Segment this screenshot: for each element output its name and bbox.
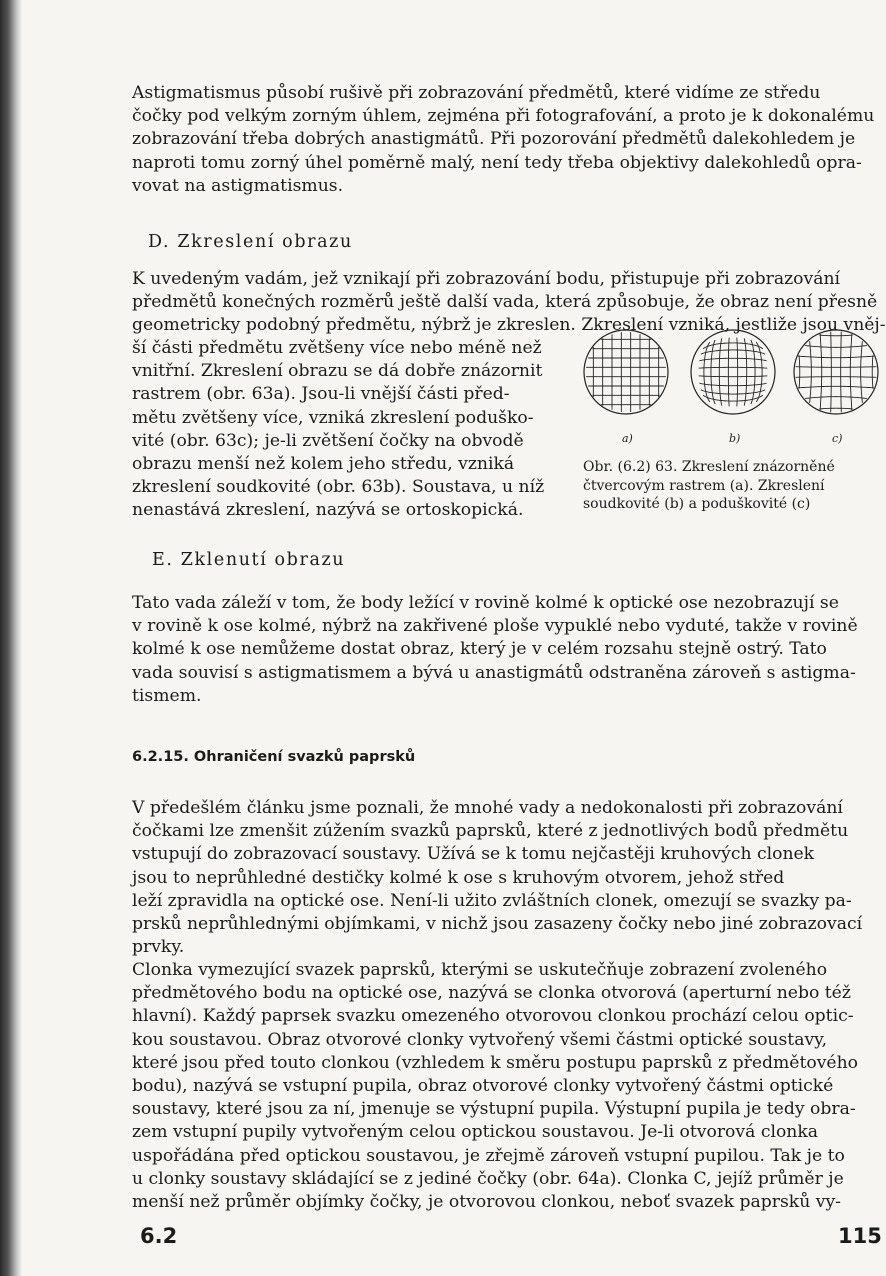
text-line: rastrem (obr. 63a). Jsou-li vnější části před- xyxy=(132,384,510,405)
grid-line xyxy=(799,355,800,388)
text-line: čtvercovým rastrem (a). Zkreslení xyxy=(583,477,825,494)
text-line: obrazu menší než kolem jeho středu, vzniká xyxy=(132,453,515,474)
grid-line xyxy=(819,335,852,336)
text-line: Tato vada záleží v tom, že body ležící v rovině kolmé k optické ose nezobrazují se xyxy=(132,593,839,613)
grid-line xyxy=(850,334,852,410)
grid-line xyxy=(805,397,867,399)
text-line: předmětového bodu na optické ose, nazývá se clonka otvorová (aperturní nebo též xyxy=(132,983,851,1004)
figure-63-distortion-grids xyxy=(580,316,877,456)
text-line: geometricky podobný předmětu, nýbrž je zkreslen. Zkreslení vzniká, jestliže jsou vněj- xyxy=(132,315,886,336)
figure-grid-barrel xyxy=(687,326,779,418)
grid-line xyxy=(728,338,729,407)
text-line: vstupují do zobrazovací soustavy. Užívá se k tomu nejčastěji kruhových clonek xyxy=(132,844,815,865)
grid-line xyxy=(861,341,863,403)
text-line: menší než průměr objímky čočky, je otvorovou clonkou, neboť svazek paprsků vy- xyxy=(132,1191,841,1212)
grid-line xyxy=(701,350,765,354)
figure-label-c: c) xyxy=(832,432,843,445)
grid-line xyxy=(810,341,812,403)
text-line: kolmé k ose nemůžeme dostat obraz, který je v celém rozsahu stejně ostrý. Tato xyxy=(132,639,827,660)
grid-line xyxy=(798,386,874,388)
text-line: vnitřní. Zkreslení obrazu se dá dobře znázornit xyxy=(132,361,543,382)
text-line: čočkami lze zmenšit zúžením svazků paprsků, které z jednotlivých bodů předmětu xyxy=(132,821,849,842)
paragraph-field-curvature xyxy=(132,592,877,708)
grid-line xyxy=(751,340,755,404)
text-line: K uvedeným vadám, jež vznikají při zobrazování bodu, přistupuje při zobrazování xyxy=(132,269,841,289)
text-line: které jsou před touto clonkou (vzhledem k směru postupu paprsků z předmětového xyxy=(132,1052,859,1073)
grid-line xyxy=(699,376,768,377)
text-line: hlavní). Každý paprsek svazku omezeného otvorovou clonkou prochází celou optic- xyxy=(132,1006,854,1027)
text-line: nenastává zkreslení, nazývá se ortoskopická. xyxy=(132,500,524,521)
text-line: prvky. xyxy=(132,937,185,958)
text-line: tismem. xyxy=(132,685,202,706)
footer-chapter-number: 6.2 xyxy=(140,1224,178,1248)
heading-field-curvature: E. Zklenutí obrazu xyxy=(152,550,346,570)
text-line: ší části předmětu zvětšeny více nebo méně než xyxy=(132,338,542,358)
text-line: leží zpravidla na optické ose. Není-li užito zvláštních clonek, omezují se svazky pa- xyxy=(132,890,852,911)
text-line: v rovině k ose kolmé, nýbrž na zakřivené ploše vypuklé nebo vyduté, takže v rovině xyxy=(132,616,858,637)
grid-line xyxy=(703,395,763,401)
text-line: V předešlém článku jsme poznali, že mnohé vady a nedokonalosti při zobrazování xyxy=(132,798,843,818)
grid-line xyxy=(719,338,722,405)
grid-line xyxy=(796,367,877,368)
text-line: vada souvisí s astigmatismem a bývá u anastigmátů odstraněna zároveň s astigma- xyxy=(132,662,856,683)
figure-grid-square xyxy=(580,326,672,418)
footer-page-number: 115 xyxy=(838,1224,882,1248)
grid-line xyxy=(711,340,715,404)
book-binding-shadow xyxy=(0,0,22,1276)
grid-line xyxy=(819,408,852,409)
figure-label-a: a) xyxy=(622,432,633,445)
text-line: kou soustavou. Obraz otvorové clonky vytvořený všemi částmi optické soustavy, xyxy=(132,1029,828,1050)
grid-line xyxy=(796,377,877,378)
text-line: soudkovité (b) a poduškovité (c) xyxy=(583,496,811,512)
figure-grid-pincushion xyxy=(790,326,882,418)
paragraph-distortion-body xyxy=(132,337,562,523)
text-line: vovat na astigmatismus. xyxy=(132,175,344,196)
grid-line xyxy=(820,334,822,410)
grid-line xyxy=(841,332,842,413)
text-line: bodu), nazývá se vstupní pupila, obraz otvorové clonky vytvořený částmi optické xyxy=(132,1075,834,1096)
grid-line xyxy=(703,343,763,349)
text-line: soustavy, které jsou za ní, jmenuje se výstupní pupila. Výstupní pupila je tedy obra- xyxy=(132,1099,856,1120)
grid-line xyxy=(756,342,762,402)
grid-line xyxy=(744,338,747,405)
text-line: zobrazování třeba dobrých anastigmátů. Při pozorování předmětů dalekohledem je xyxy=(132,129,856,150)
text-line: naproti tomu zorný úhel poměrně malý, není tedy třeba objektivy dalekohledů opra- xyxy=(132,152,862,173)
text-line: u clonky soustavy skládající se z jediné čočky (obr. 64a). Clonka C, jejíž průměr je xyxy=(132,1168,844,1189)
grid-line xyxy=(701,390,765,394)
grid-outline-circle xyxy=(584,330,668,414)
paragraph-astigmatism xyxy=(132,82,877,198)
section-heading-6-2-15: 6.2.15. Ohraničení svazků paprsků xyxy=(132,749,416,765)
heading-distortion: D. Zkreslení obrazu xyxy=(148,232,353,252)
grid-line xyxy=(699,358,766,361)
text-line: Obr. (6.2) 63. Zkreslení znázorněné xyxy=(583,459,835,475)
text-line: zkreslení soudkovité (obr. 63b). Soustava, u níž xyxy=(132,477,545,498)
grid-line xyxy=(704,342,710,402)
grid-line xyxy=(831,332,832,413)
grid-line xyxy=(872,355,873,388)
text-line: mětu zvětšeny více, vzniká zkreslení poduško- xyxy=(132,407,534,428)
text-line: vité (obr. 63c); je-li zvětšení čočky na obvodě xyxy=(132,430,524,451)
grid-outline-circle xyxy=(794,330,878,414)
text-line: uspořádána před optickou soustavou, je zřejmě zároveň vstupní pupilou. Tak je to xyxy=(132,1145,845,1166)
grid-line xyxy=(798,356,874,358)
figure-label-b: b) xyxy=(729,432,741,445)
grid-line xyxy=(805,346,867,348)
grid-line xyxy=(699,383,766,386)
text-line: Clonka vymezující svazek paprsků, kterými se uskutečňuje zobrazení zvoleného xyxy=(132,960,828,980)
paragraph-beam-limiting xyxy=(132,797,877,959)
text-line: Astigmatismus působí rušivě při zobrazování předmětů, které vidíme ze středu xyxy=(132,83,821,103)
text-line: čočky pod velkým zorným úhlem, zejména při fotografování, a proto je k dokonalému xyxy=(132,106,875,127)
grid-line xyxy=(737,338,738,407)
text-line: předmětů konečných rozměrů ještě další vada, která způsobuje, že obraz není přesně xyxy=(132,292,878,313)
text-line: prsků neprůhlednými objímkami, v nichž jsou zasazeny čočky nebo jiné zobrazovací xyxy=(132,913,863,934)
text-line: jsou to neprůhledné destičky kolmé k ose s kruhovým otvorem, jehož střed xyxy=(132,867,785,888)
text-line: zem vstupní pupily vytvořeným celou optickou soustavou. Je-li otvorová clonka xyxy=(132,1122,819,1143)
figure-caption xyxy=(583,458,877,514)
grid-line xyxy=(699,367,768,368)
paragraph-aperture-stop xyxy=(132,959,877,1214)
